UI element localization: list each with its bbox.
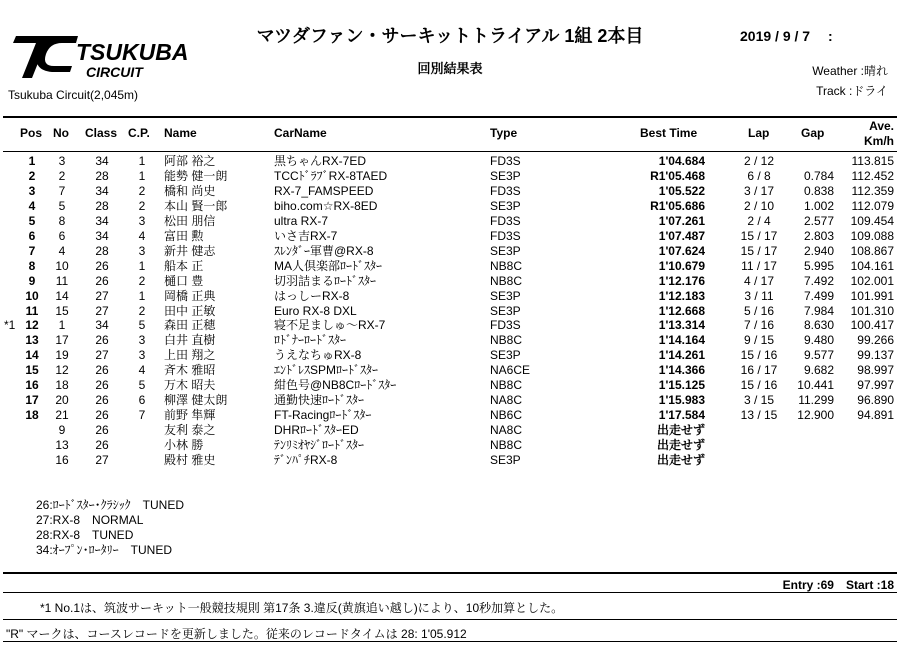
- event-title: マツダファン・サーキットトライアル 1組 2本目: [256, 26, 644, 46]
- row-best-time: 1'07.261: [658, 213, 705, 228]
- footer-top-rule: [3, 572, 897, 574]
- table-row: [0, 408, 900, 423]
- row-class: 26: [95, 378, 109, 393]
- row-average-speed: 113.815: [851, 154, 894, 168]
- row-pos: 1: [28, 154, 36, 168]
- row-car-number: 9: [58, 423, 66, 438]
- row-driver-name: 船本 正: [164, 258, 204, 273]
- col-header-no: No: [53, 126, 69, 140]
- track-condition-label: Track :ドライ: [816, 84, 888, 98]
- row-car-type: FD3S: [490, 228, 521, 243]
- row-car-type: SE3P: [490, 348, 521, 363]
- logo-subtext: CIRCUIT: [86, 64, 143, 80]
- row-class: 27: [95, 348, 109, 363]
- row-car-number: 5: [58, 198, 66, 213]
- row-gap: 10.441: [797, 378, 834, 393]
- row-class-position: 6: [138, 393, 146, 408]
- row-class: 27: [95, 288, 109, 303]
- row-class-position: 2: [138, 183, 146, 198]
- row-car-name: 通勤快速ﾛｰﾄﾞｽﾀｰ: [274, 393, 365, 408]
- row-average-speed: 101.310: [850, 303, 894, 318]
- row-car-type: NB8C: [490, 333, 523, 348]
- row-car-type: FD3S: [490, 154, 521, 168]
- row-car-number: 17: [55, 333, 69, 348]
- table-row: [0, 318, 900, 333]
- row-gap: 11.299: [798, 393, 834, 408]
- row-average-speed: 94.891: [857, 408, 894, 423]
- row-best-time: 1'14.164: [658, 333, 705, 348]
- row-car-name: TCCﾄﾞﾗﾌﾞRX-8TAED: [274, 168, 388, 183]
- row-best-time: 1'14.261: [658, 348, 705, 363]
- row-pos: 11: [25, 303, 39, 318]
- row-note: *1: [4, 318, 16, 333]
- logo-text: TSUKUBA: [76, 39, 189, 65]
- row-gap: 0.838: [803, 183, 834, 198]
- row-best-time: 1'15.983: [658, 393, 705, 408]
- row-car-type: NB8C: [490, 258, 523, 273]
- row-car-number: 21: [55, 408, 69, 423]
- row-car-number: 3: [58, 154, 66, 168]
- row-car-name: ｴﾝﾄﾞﾚｽSPMﾛｰﾄﾞｽﾀｰ: [274, 363, 379, 378]
- row-driver-name: 阿部 裕之: [164, 154, 216, 168]
- row-car-type: FD3S: [490, 213, 521, 228]
- row-pos: 13: [25, 333, 39, 348]
- result-subtitle: 回別結果表: [417, 61, 483, 76]
- row-car-type: SE3P: [490, 168, 521, 183]
- col-header-carname: CarName: [274, 126, 327, 140]
- row-pos: 18: [25, 408, 39, 423]
- row-lap: 15 / 16: [740, 378, 778, 393]
- row-car-number: 13: [55, 438, 69, 453]
- row-class: 26: [95, 273, 109, 288]
- table-row: [0, 393, 900, 408]
- table-row: [0, 438, 900, 453]
- row-best-time: R1'05.468: [650, 168, 705, 183]
- entry-start-stats: Entry :69 Start :18: [782, 578, 894, 592]
- row-class: 34: [95, 318, 109, 333]
- row-driver-name: 橋和 尚史: [164, 183, 216, 198]
- row-pos: 14: [25, 348, 39, 363]
- row-class-position: 3: [138, 348, 146, 363]
- row-car-name: MA人倶楽部ﾛｰﾄﾞｽﾀｰ: [274, 258, 383, 273]
- row-car-name: ﾃﾝﾘﾐｵﾔｼﾞﾛｰﾄﾞｽﾀｰ: [274, 438, 365, 453]
- table-row: [0, 154, 900, 169]
- row-gap: 7.984: [803, 303, 834, 318]
- row-class: 26: [95, 363, 109, 378]
- row-car-name: DHRﾛｰﾄﾞｽﾀｰED: [274, 423, 359, 438]
- row-average-speed: 99.137: [857, 348, 894, 363]
- row-car-type: SE3P: [490, 243, 521, 258]
- row-best-time: 1'12.668: [658, 303, 705, 318]
- row-average-speed: 112.452: [851, 168, 894, 183]
- row-class-position: 1: [138, 288, 146, 303]
- row-car-number: 16: [55, 453, 69, 467]
- row-class: 34: [95, 154, 109, 168]
- row-pos: 3: [28, 183, 36, 198]
- row-car-number: 4: [58, 243, 66, 258]
- table-row: [0, 244, 900, 259]
- row-best-time: 1'10.679: [658, 258, 705, 273]
- row-lap: 15 / 17: [740, 228, 778, 243]
- row-car-type: FD3S: [490, 183, 521, 198]
- row-car-name: Euro RX-8 DXL: [274, 303, 357, 318]
- row-lap: 3 / 17: [743, 183, 775, 198]
- row-class-position: 3: [138, 213, 146, 228]
- row-car-name: biho.com☆RX-8ED: [274, 198, 378, 213]
- row-car-type: SE3P: [490, 288, 521, 303]
- row-best-time: 1'04.684: [658, 154, 705, 168]
- table-row: [0, 184, 900, 199]
- row-class-position: 1: [138, 154, 146, 168]
- row-class-position: 1: [138, 258, 146, 273]
- row-lap: 9 / 15: [743, 333, 775, 348]
- row-car-name: RX-7_FAMSPEED: [274, 183, 374, 198]
- row-best-time: 出走せず: [656, 423, 705, 438]
- row-gap: 9.682: [803, 363, 834, 378]
- row-gap: 2.577: [803, 213, 834, 228]
- row-lap: 2 / 12: [743, 154, 775, 168]
- footer-rule-1: [3, 592, 897, 593]
- row-gap: 1.002: [803, 198, 834, 213]
- row-class-position: 5: [138, 378, 146, 393]
- course-record-note: "R" マークは、コースレコードを更新しました。従来のレコードタイムは 28: 1'05.912: [6, 627, 467, 641]
- row-gap: 0.784: [803, 168, 834, 183]
- row-car-number: 8: [58, 213, 66, 228]
- row-class: 34: [95, 228, 109, 243]
- row-car-number: 12: [55, 363, 69, 378]
- row-car-name: ｽﾚﾝﾀﾞｰ軍曹@RX-8: [274, 243, 374, 258]
- row-best-time: 1'07.487: [658, 228, 705, 243]
- row-driver-name: 樋口 豊: [164, 273, 204, 288]
- col-header-gap: Gap: [801, 126, 825, 140]
- row-lap: 7 / 16: [743, 318, 775, 333]
- row-lap: 3 / 15: [743, 393, 775, 408]
- row-car-number: 1: [58, 318, 66, 333]
- row-class: 26: [95, 438, 109, 453]
- row-car-name: 黒ちゃんRX-7ED: [274, 154, 367, 168]
- row-average-speed: 102.001: [850, 273, 894, 288]
- row-car-type: NA6CE: [490, 363, 531, 378]
- row-driver-name: 富田 勲: [164, 228, 204, 243]
- row-class: 26: [95, 258, 109, 273]
- row-average-speed: 108.867: [850, 243, 894, 258]
- row-pos: 15: [25, 363, 39, 378]
- col-header-lap: Lap: [748, 126, 770, 140]
- row-class-position: 3: [138, 243, 146, 258]
- row-lap: 16 / 17: [740, 363, 778, 378]
- row-gap: 2.803: [803, 228, 834, 243]
- row-average-speed: 97.997: [857, 378, 894, 393]
- row-best-time: 1'07.624: [658, 243, 705, 258]
- row-average-speed: 98.997: [857, 363, 894, 378]
- penalty-note: *1 No.1は、筑波サーキット一般競技規則 第17条 3.違反(黄旗追い越し)により、10秒加算とした。: [40, 601, 564, 615]
- row-class: 34: [95, 213, 109, 228]
- table-row: [0, 378, 900, 393]
- table-row: [0, 199, 900, 214]
- row-car-number: 19: [55, 348, 69, 363]
- row-driver-name: 松田 朋信: [164, 213, 216, 228]
- row-average-speed: 112.079: [851, 198, 894, 213]
- row-car-name: ﾛﾄﾞﾅｰﾛｰﾄﾞｽﾀｰ: [274, 333, 347, 348]
- footer-rule-3: [3, 641, 897, 642]
- row-car-name: うえなちゅRX-8: [274, 348, 362, 363]
- row-car-number: 10: [55, 258, 69, 273]
- row-car-number: 2: [58, 168, 66, 183]
- row-driver-name: 友利 泰之: [164, 423, 216, 438]
- row-class-position: 2: [138, 273, 146, 288]
- row-car-type: SE3P: [490, 453, 521, 467]
- row-average-speed: 104.161: [850, 258, 894, 273]
- table-row: [0, 348, 900, 363]
- row-driver-name: 殿村 雅史: [164, 453, 216, 467]
- row-best-time: 1'14.366: [658, 363, 705, 378]
- row-class: 26: [95, 393, 109, 408]
- row-car-name: ﾃﾞﾝﾊﾟﾁRX-8: [274, 453, 338, 467]
- row-car-type: SE3P: [490, 198, 521, 213]
- circuit-name: Tsukuba Circuit(2,045m): [8, 88, 139, 102]
- row-best-time: 出走せず: [656, 438, 705, 453]
- row-lap: 15 / 17: [740, 243, 778, 258]
- row-class-position: 3: [138, 333, 146, 348]
- row-lap: 6 / 8: [747, 168, 771, 183]
- row-car-name: 寝不足ましゅ～RX-7: [274, 318, 386, 333]
- row-class: 28: [95, 243, 109, 258]
- row-best-time: 1'12.176: [658, 273, 705, 288]
- row-average-speed: 109.454: [850, 213, 894, 228]
- row-car-type: SE3P: [490, 303, 521, 318]
- row-car-type: NB8C: [490, 438, 523, 453]
- row-lap: 5 / 16: [743, 303, 775, 318]
- row-driver-name: 斉木 雅昭: [164, 363, 216, 378]
- row-driver-name: 岡橋 正典: [164, 288, 216, 303]
- row-pos: 6: [28, 228, 36, 243]
- row-car-number: 6: [58, 228, 66, 243]
- col-header-ave-line2: Km/h: [864, 134, 894, 148]
- row-car-type: NB6C: [490, 408, 523, 423]
- row-average-speed: 101.991: [850, 288, 894, 303]
- row-best-time: 1'12.183: [658, 288, 705, 303]
- row-average-speed: 96.890: [857, 393, 894, 408]
- row-best-time: 1'05.522: [658, 183, 705, 198]
- row-pos: 10: [25, 288, 39, 303]
- table-row: [0, 304, 900, 319]
- table-row: [0, 169, 900, 184]
- table-row: [0, 423, 900, 438]
- class-legend-item: 28:RX-8 TUNED: [36, 528, 134, 542]
- row-best-time: 1'15.125: [658, 378, 705, 393]
- row-driver-name: 新井 健志: [164, 243, 216, 258]
- row-lap: 3 / 11: [744, 288, 774, 303]
- row-pos: 12: [25, 318, 39, 333]
- table-top-rule: [3, 116, 897, 118]
- row-gap: 7.492: [803, 273, 834, 288]
- row-class-position: 2: [138, 303, 146, 318]
- row-class: 26: [95, 333, 109, 348]
- row-lap: 13 / 15: [740, 408, 778, 423]
- class-legend-item: 34:ｵｰﾌﾟﾝ･ﾛｰﾀﾘｰ TUNED: [36, 543, 173, 557]
- row-car-name: いさ吉RX-7: [274, 228, 338, 243]
- event-date: 2019 / 9 / 7 :: [740, 28, 833, 44]
- row-car-name: 切羽詰まるﾛｰﾄﾞｽﾀｰ: [274, 273, 377, 288]
- row-class-position: 2: [138, 198, 146, 213]
- row-driver-name: 上田 翔之: [164, 348, 216, 363]
- row-gap: 7.499: [803, 288, 834, 303]
- col-header-type: Type: [490, 126, 518, 140]
- table-row: [0, 289, 900, 304]
- table-row: [0, 214, 900, 229]
- table-row: [0, 363, 900, 378]
- row-average-speed: 99.266: [857, 333, 894, 348]
- row-driver-name: 田中 正敏: [164, 303, 216, 318]
- row-car-number: 7: [58, 183, 66, 198]
- row-class: 27: [95, 303, 109, 318]
- col-header-class: Class: [85, 126, 118, 140]
- row-pos: 2: [28, 168, 36, 183]
- col-header-best-time: Best Time: [640, 126, 698, 140]
- row-car-type: FD3S: [490, 318, 521, 333]
- row-lap: 15 / 16: [740, 348, 778, 363]
- row-car-number: 11: [55, 273, 69, 288]
- row-driver-name: 白井 直樹: [164, 333, 216, 348]
- row-car-number: 14: [55, 288, 69, 303]
- weather-label: Weather :晴れ: [812, 64, 888, 78]
- footer-rule-2: [3, 619, 897, 620]
- col-header-name: Name: [164, 126, 197, 140]
- row-class-position: 4: [138, 363, 146, 378]
- row-gap: 12.900: [797, 408, 834, 423]
- row-car-number: 15: [55, 303, 69, 318]
- row-pos: 4: [28, 198, 36, 213]
- table-row: [0, 453, 900, 468]
- class-legend-item: 26:ﾛｰﾄﾞｽﾀｰ･ｸﾗｼｯｸ TUNED: [36, 498, 185, 512]
- row-pos: 8: [28, 258, 36, 273]
- col-header-pos: Pos: [20, 126, 43, 140]
- row-class: 26: [95, 408, 109, 423]
- row-class: 27: [95, 453, 109, 467]
- row-lap: 2 / 4: [747, 213, 771, 228]
- row-best-time: R1'05.686: [650, 198, 705, 213]
- row-car-number: 18: [55, 378, 69, 393]
- tsukuba-circuit-logo: [8, 26, 218, 82]
- row-best-time: 1'17.584: [658, 408, 705, 423]
- row-class: 28: [95, 198, 109, 213]
- row-car-name: 紺色号@NB8Cﾛｰﾄﾞｽﾀｰ: [274, 378, 397, 393]
- row-gap: 9.577: [803, 348, 834, 363]
- row-average-speed: 100.417: [850, 318, 894, 333]
- table-row: [0, 274, 900, 289]
- row-driver-name: 本山 賢一郎: [164, 198, 228, 213]
- row-average-speed: 109.088: [850, 228, 894, 243]
- row-lap: 4 / 17: [743, 273, 775, 288]
- row-pos: 16: [25, 378, 39, 393]
- row-pos: 5: [28, 213, 36, 228]
- row-best-time: 出走せず: [656, 453, 705, 467]
- row-gap: 8.630: [803, 318, 834, 333]
- row-class-position: 1: [138, 168, 146, 183]
- row-driver-name: 能勢 健一朗: [164, 168, 228, 183]
- row-pos: 17: [25, 393, 39, 408]
- row-car-name: FT-Racingﾛｰﾄﾞｽﾀｰ: [274, 408, 372, 423]
- col-header-cp: C.P.: [128, 126, 150, 140]
- row-gap: 2.940: [803, 243, 834, 258]
- class-legend-item: 27:RX-8 NORMAL: [36, 513, 144, 527]
- row-car-type: NB8C: [490, 273, 523, 288]
- row-driver-name: 前野 隼輝: [164, 408, 216, 423]
- row-gap: 5.995: [803, 258, 834, 273]
- row-class: 34: [95, 183, 109, 198]
- col-header-ave: [850, 119, 894, 149]
- row-best-time: 1'13.314: [658, 318, 705, 333]
- row-class-position: 5: [138, 318, 146, 333]
- row-car-name: ultra RX-7: [274, 213, 329, 228]
- row-car-number: 20: [55, 393, 69, 408]
- row-class-position: 7: [138, 408, 146, 423]
- row-gap: 9.480: [803, 333, 834, 348]
- row-driver-name: 万木 昭夫: [164, 378, 216, 393]
- row-driver-name: 柳澤 健太朗: [164, 393, 228, 408]
- table-row: [0, 333, 900, 348]
- row-car-type: NA8C: [490, 393, 523, 408]
- row-lap: 11 / 17: [741, 258, 777, 273]
- row-average-speed: 112.359: [851, 183, 894, 198]
- row-driver-name: 小林 勝: [164, 438, 204, 453]
- table-header-rule: [3, 151, 897, 152]
- row-class: 26: [95, 423, 109, 438]
- row-class: 28: [95, 168, 109, 183]
- table-row: [0, 259, 900, 274]
- row-class-position: 4: [138, 228, 146, 243]
- row-driver-name: 森田 正穂: [164, 318, 216, 333]
- row-car-type: NA8C: [490, 423, 523, 438]
- row-car-name: はっしーRX-8: [274, 288, 350, 303]
- table-row: [0, 229, 900, 244]
- row-pos: 9: [28, 273, 36, 288]
- row-pos: 7: [28, 243, 36, 258]
- row-lap: 2 / 10: [743, 198, 775, 213]
- col-header-ave-line1: Ave.: [869, 119, 894, 133]
- row-car-type: NB8C: [490, 378, 523, 393]
